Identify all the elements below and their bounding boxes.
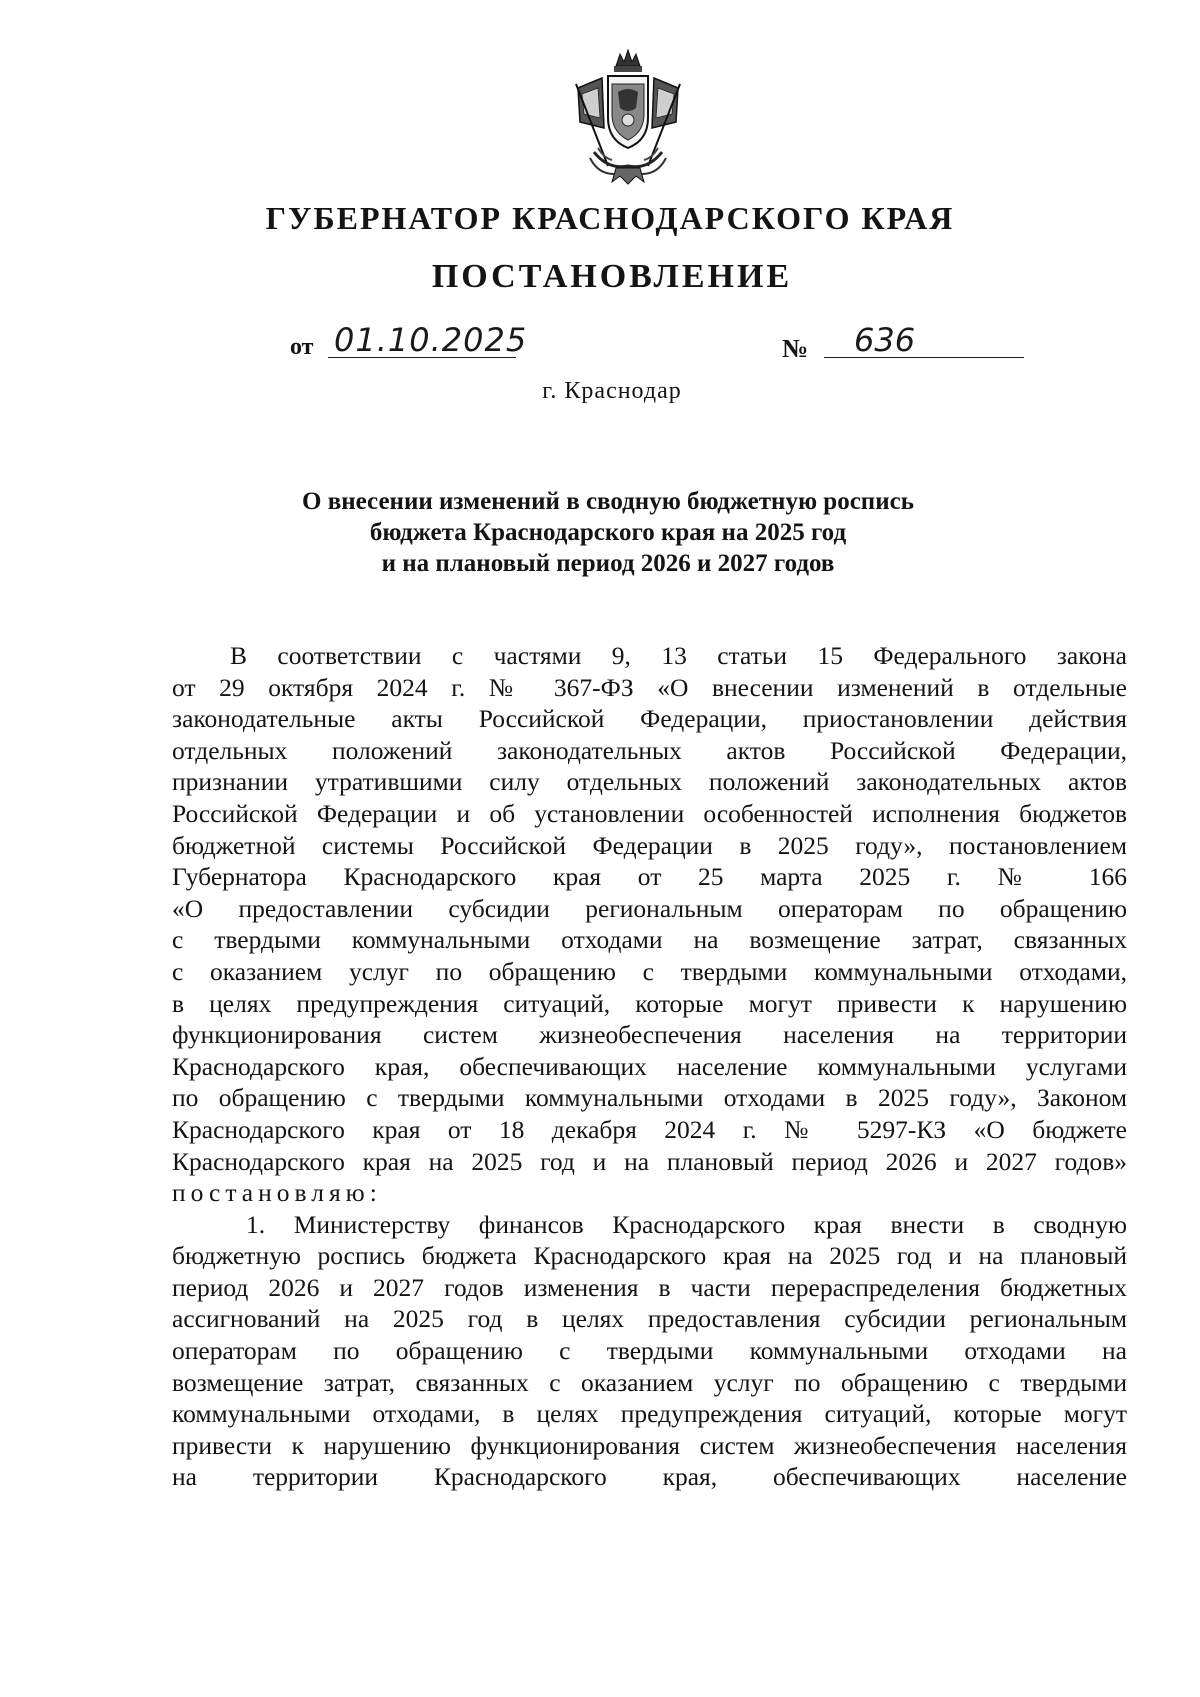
title-line: О внесении изменений в сводную бюджетную роспись <box>302 488 914 515</box>
body-line: возмещение затрат, связанных с оказанием услуг по обращению с твердыми <box>172 1367 1127 1397</box>
document-body <box>172 640 1127 1493</box>
date-label: от <box>290 334 314 360</box>
body-line: В соответствии с частями 9, 13 статьи 15 Федерального закона <box>230 641 1127 670</box>
date-handwritten: 01.10.2025 <box>328 322 516 358</box>
number-handwritten: 636 <box>824 322 1024 358</box>
body-line: коммунальными отходами, в целях предупреждения ситуаций, которые могут <box>172 1399 1127 1429</box>
body-line: с твердыми коммунальными отходами на возмещение затрат, связанных <box>172 925 1127 955</box>
body-line: Российской Федерации и об установлении особенностей исполнения бюджетов <box>172 798 1127 828</box>
body-line: период 2026 и 2027 годов изменения в части перераспределения бюджетных <box>172 1272 1127 1302</box>
body-line: Краснодарского края, обеспечивающих население коммунальными услугами <box>172 1051 1127 1081</box>
body-line: бюджетной системы Российской Федерации в 2025 году», постановлением <box>172 830 1127 860</box>
document-title <box>8 486 1200 579</box>
title-line: и на плановый период 2026 и 2027 годов <box>381 550 835 577</box>
title-line: бюджета Краснодарского края на 2025 год <box>369 519 847 546</box>
body-line: по обращению с твердыми коммунальными отходами в 2025 году», Законом <box>172 1083 1127 1113</box>
body-line: «О предоставлении субсидии региональным операторам по обращению <box>172 893 1127 923</box>
body-line: Губернатора Краснодарского края от 25 марта 2025 г. № 166 <box>172 862 1127 892</box>
body-line: функционирования систем жизнеобеспечения населения на территории <box>172 1020 1127 1050</box>
body-line: операторам по обращению с твердыми коммунальными отходами на <box>172 1336 1127 1366</box>
body-line: в целях предупреждения ситуаций, которые могут привести к нарушению <box>172 988 1127 1018</box>
body-line: законодательные акты Российской Федерации, приостановлении действия <box>172 704 1127 734</box>
body-line: привести к нарушению функционирования систем жизнеобеспечения населения <box>172 1430 1127 1460</box>
document-type-heading: ПОСТАНОВЛЕНИЕ <box>431 258 793 295</box>
body-line: на территории Краснодарского края, обеспечивающих население <box>172 1462 1127 1492</box>
body-line: отдельных положений законодательных актов Российской Федерации, <box>172 735 1127 765</box>
body-line: с оказанием услуг по обращению с твердыми коммунальными отходами, <box>172 956 1127 986</box>
body-line: Краснодарского края от 18 декабря 2024 г. № 5297-КЗ «О бюджете <box>172 1114 1127 1144</box>
number-label: № <box>782 334 809 363</box>
body-line: от 29 октября 2024 г. № 367-ФЗ «О внесении изменений в отдельные <box>172 672 1127 702</box>
clause-1-start: 1. Министерству финансов Краснодарского края внести в сводную <box>246 1209 1127 1239</box>
resolution-word: постановляю: <box>172 1178 382 1208</box>
body-line: Краснодарского края на 2025 год и на плановый период 2026 и 2027 годов» <box>172 1146 1127 1176</box>
body-line: ассигнований на 2025 год в целях предоставления субсидии региональным <box>172 1304 1127 1334</box>
body-line: бюджетную роспись бюджета Краснодарского края на 2025 год и на плановый <box>172 1241 1127 1271</box>
date-number-row <box>290 322 1030 366</box>
body-line: признании утратившими силу отдельных положений законодательных актов <box>172 767 1127 797</box>
city-line: г. Краснодар <box>542 378 682 404</box>
coat-of-arms-icon <box>568 48 688 186</box>
authority-heading: ГУБЕРНАТОР КРАСНОДАРСКОГО КРАЯ <box>265 200 955 236</box>
